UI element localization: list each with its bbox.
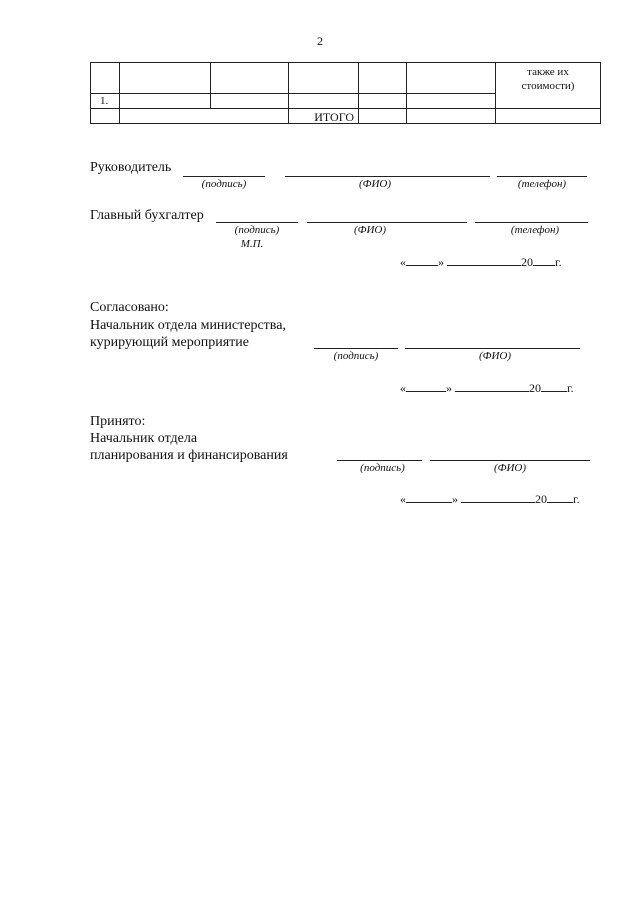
stamp-placeholder: М.П. (240, 238, 264, 250)
agreed-position-line2: курирующий мероприятие (90, 335, 249, 350)
agreed-title: Согласовано: (90, 300, 169, 315)
table-header-cost-line1: также их (527, 66, 569, 78)
chief-accountant-signature-line (216, 222, 298, 223)
table-header-cost (495, 65, 601, 93)
accepted-fio-caption: (ФИО) (493, 462, 527, 474)
head-label: Руководитель (90, 160, 172, 175)
accepted-signature-caption: (подпись) (360, 462, 405, 474)
chief-accountant-phone-line (475, 222, 588, 223)
head-phone-line (497, 176, 587, 177)
agreed-signature-caption: (подпись) (333, 350, 379, 362)
date-year-line (533, 265, 555, 266)
table-row-divider (90, 93, 495, 94)
date-day-line (406, 391, 446, 392)
agreed-position-line1: Начальник отдела министерства, (90, 318, 286, 333)
head-signature-caption: (подпись) (201, 178, 247, 190)
date-year-line (547, 502, 573, 503)
chief-accountant-signature-caption: (подпись) (234, 224, 280, 236)
date-month-line (461, 502, 535, 503)
date-row-3 (400, 492, 580, 507)
agreed-signature-line (314, 348, 398, 349)
total-label: ИТОГО (314, 110, 354, 124)
date-open-quote: « (400, 381, 406, 395)
agreed-fio-caption: (ФИО) (478, 350, 512, 362)
head-phone-caption: (телефон) (517, 178, 567, 190)
date-day-line (406, 502, 452, 503)
head-signature-line (183, 176, 265, 177)
date-year-suffix: г. (567, 381, 574, 395)
chief-accountant-fio-line (307, 222, 467, 223)
date-month-line (447, 265, 521, 266)
accepted-title: Принято: (90, 414, 146, 429)
agreed-fio-line (405, 348, 580, 349)
chief-accountant-label: Главный бухгалтер (90, 208, 204, 223)
data-table (90, 62, 601, 124)
date-year-prefix: 20 (521, 255, 533, 269)
date-close-quote: » (446, 381, 452, 395)
accepted-position-line2: планирования и финансирования (90, 448, 288, 463)
head-fio-line (285, 176, 490, 177)
date-open-quote: « (400, 492, 406, 506)
date-row-2 (400, 381, 574, 396)
table-col-divider (210, 62, 211, 108)
table-row-divider (90, 108, 601, 109)
date-close-quote: » (452, 492, 458, 506)
chief-accountant-phone-caption: (телефон) (510, 224, 560, 236)
date-close-quote: » (438, 255, 444, 269)
chief-accountant-fio-caption: (ФИО) (353, 224, 387, 236)
date-year-suffix: г. (555, 255, 562, 269)
head-fio-caption: (ФИО) (358, 178, 392, 190)
date-open-quote: « (400, 255, 406, 269)
date-year-prefix: 20 (535, 492, 547, 506)
accepted-signature-line (337, 460, 422, 461)
date-year-prefix: 20 (529, 381, 541, 395)
accepted-fio-line (430, 460, 590, 461)
date-day-line (406, 265, 438, 266)
table-header-cost-line2: стоимости) (521, 80, 575, 92)
page-number: 2 (317, 34, 323, 48)
row-number: 1. (100, 95, 109, 107)
date-month-line (455, 391, 529, 392)
accepted-position-line1: Начальник отдела (90, 431, 198, 446)
date-year-suffix: г. (573, 492, 580, 506)
date-row-1 (400, 255, 562, 270)
date-year-line (541, 391, 567, 392)
